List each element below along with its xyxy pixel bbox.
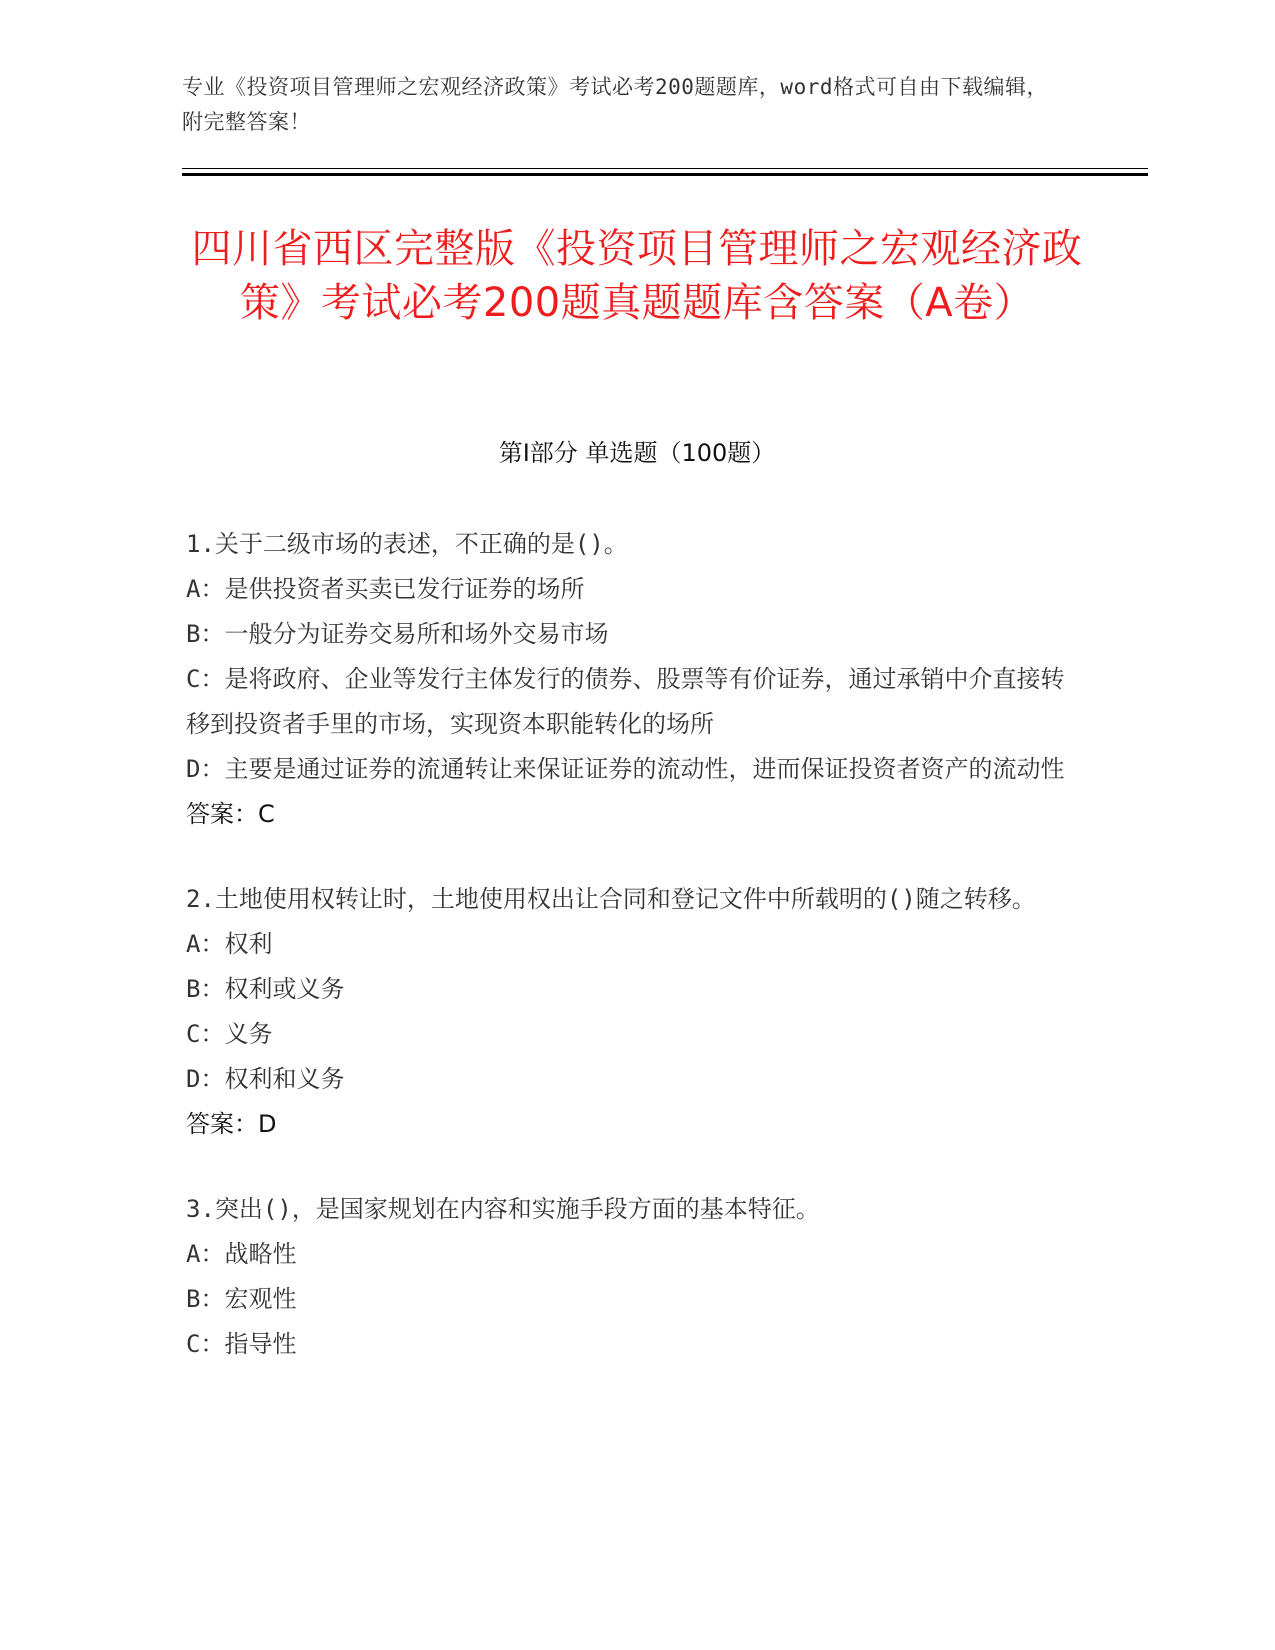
question-text: 2.土地使用权转让时，土地使用权出让合同和登记文件中所载明的()随之转移。 — [186, 885, 1036, 913]
option-a: A：是供投资者买卖已发行证券的场所 — [186, 575, 585, 603]
question-text: 1.关于二级市场的表述，不正确的是()。 — [186, 530, 628, 558]
option-b: B：权利或义务 — [186, 975, 345, 1003]
option-b: B：宏观性 — [186, 1285, 297, 1313]
option-d: D：权利和义务 — [186, 1065, 345, 1093]
option-c: C：是将政府、企业等发行主体发行的债券、股票等有价证券，通过承销中介直接转移到投资者手里的市场，实现资本职能转化的场所 — [186, 665, 1065, 738]
question-list — [186, 522, 1086, 1407]
question-text: 3.突出()，是国家规划在内容和实施手段方面的基本特征。 — [186, 1195, 820, 1223]
document-title: 四川省西区完整版《投资项目管理师之宏观经济政策》考试必考200题真题题库含答案（A卷） — [191, 226, 1083, 326]
option-a: A：权利 — [186, 930, 273, 958]
question-item — [186, 877, 1086, 1147]
header-note: 专业《投资项目管理师之宏观经济政策》考试必考200题题库，word格式可自由下载编辑，附完整答案！ — [182, 75, 1048, 134]
section-heading: 第I部分 单选题（100题） — [498, 439, 776, 467]
option-c: C：义务 — [186, 1020, 273, 1048]
answer-line: 答案：D — [186, 1110, 277, 1138]
question-item — [186, 522, 1086, 837]
answer-line: 答案：C — [186, 800, 275, 828]
option-c: C：指导性 — [186, 1330, 297, 1358]
option-a: A：战略性 — [186, 1240, 297, 1268]
header-divider-thin — [182, 168, 1148, 169]
question-item — [186, 1187, 1086, 1367]
option-b: B：一般分为证券交易所和场外交易市场 — [186, 620, 609, 648]
header-divider-thick — [182, 173, 1148, 176]
option-d: D：主要是通过证券的流通转让来保证证券的流动性，进而保证投资者资产的流动性 — [186, 755, 1065, 783]
